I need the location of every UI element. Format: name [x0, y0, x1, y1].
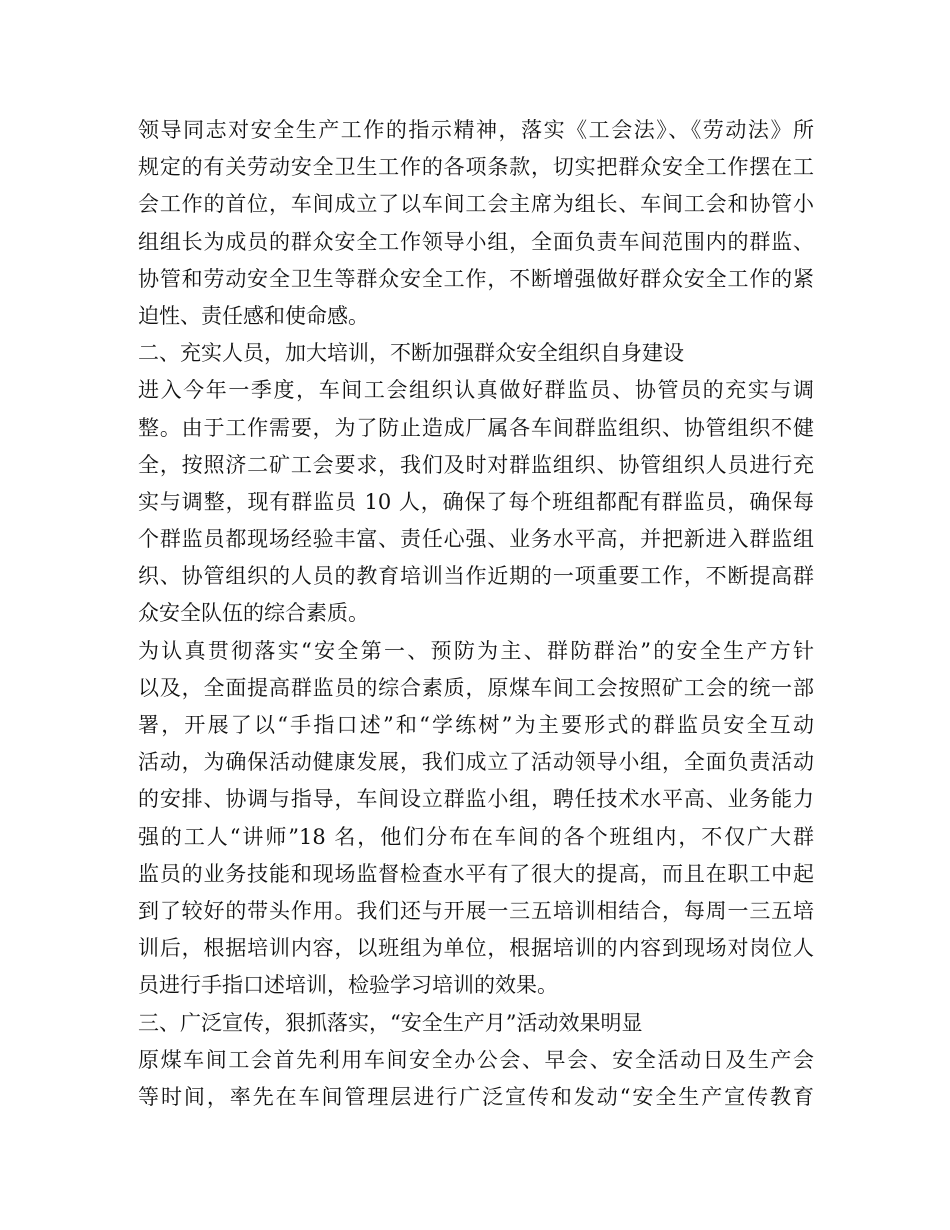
text-line: 等时间，率先在车间管理层进行广泛宣传和发动“安全生产宣传教育 — [138, 1084, 814, 1109]
text-line: 规定的有关劳动安全卫生工作的各项条款，切实把群众安全工作摆在工 — [138, 155, 814, 180]
text-line: 员进行手指口述培训，检验学习培训的效果。 — [138, 973, 558, 998]
text-line: 进入今年一季度，车间工会组织认真做好群监员、协管员的充实与调 — [138, 378, 814, 403]
text-line: 的安排、协调与指导，车间设立群监小组，聘任技术水平高、业务能力 — [138, 787, 814, 812]
text-line: 组组长为成员的群众安全工作领导小组，全面负责车间范围内的群监、 — [138, 229, 814, 254]
document-body — [138, 112, 814, 1116]
text-line: 监员的业务技能和现场监督检查水平有了很大的提高，而且在职工中起 — [138, 861, 814, 886]
text-line: 领导同志对安全生产工作的指示精神，落实《工会法》、《劳动法》所 — [138, 118, 814, 142]
text-line: 实与调整，现有群监员 10 人，确保了每个班组都配有群监员，确保每 — [138, 489, 814, 514]
text-line: 全，按照济二矿工会要求，我们及时对群监组织、协管组织人员进行充 — [138, 452, 814, 477]
section-heading: 三、广泛宣传，狠抓落实，“安全生产月”活动效果明显 — [138, 1010, 643, 1035]
text-line: 到了较好的带头作用。我们还与开展一三五培训相结合，每周一三五培 — [138, 898, 814, 923]
text-line: 个群监员都现场经验丰富、责任心强、业务水平高，并把新进入群监组 — [138, 527, 814, 552]
text-line: 训后，根据培训内容，以班组为单位，根据培训的内容到现场对岗位人 — [138, 936, 814, 961]
text-line: 众安全队伍的综合素质。 — [138, 601, 369, 626]
text-line: 以及，全面提高群监员的综合素质，原煤车间工会按照矿工会的统一部 — [138, 675, 814, 700]
text-line: 活动，为确保活动健康发展，我们成立了活动领导小组，全面负责活动 — [138, 750, 814, 775]
text-line: 织、协管组织的人员的教育培训当作近期的一项重要工作，不断提高群 — [138, 564, 814, 589]
text-line: 整。由于工作需要，为了防止造成厂属各车间群监组织、协管组织不健 — [138, 415, 814, 440]
text-line: 原煤车间工会首先利用车间安全办公会、早会、安全活动日及生产会 — [138, 1047, 814, 1072]
text-line: 署，开展了以“手指口述”和“学练树”为主要形式的群监员安全互动 — [138, 713, 814, 737]
text-line: 强的工人“讲师”18 名，他们分布在车间的各个班组内，不仅广大群 — [138, 824, 814, 849]
text-line: 会工作的首位，车间成立了以车间工会主席为组长、车间工会和协管小 — [138, 192, 814, 217]
text-line: 迫性、责任感和使命感。 — [138, 303, 369, 328]
section-heading: 二、充实人员，加大培训，不断加强群众安全组织自身建设 — [138, 341, 684, 366]
text-line: 为认真贯彻落实“安全第一、预防为主、群防群治”的安全生产方针 — [138, 638, 814, 663]
text-line: 协管和劳动安全卫生等群众安全工作，不断增强做好群众安全工作的紧 — [138, 266, 814, 291]
